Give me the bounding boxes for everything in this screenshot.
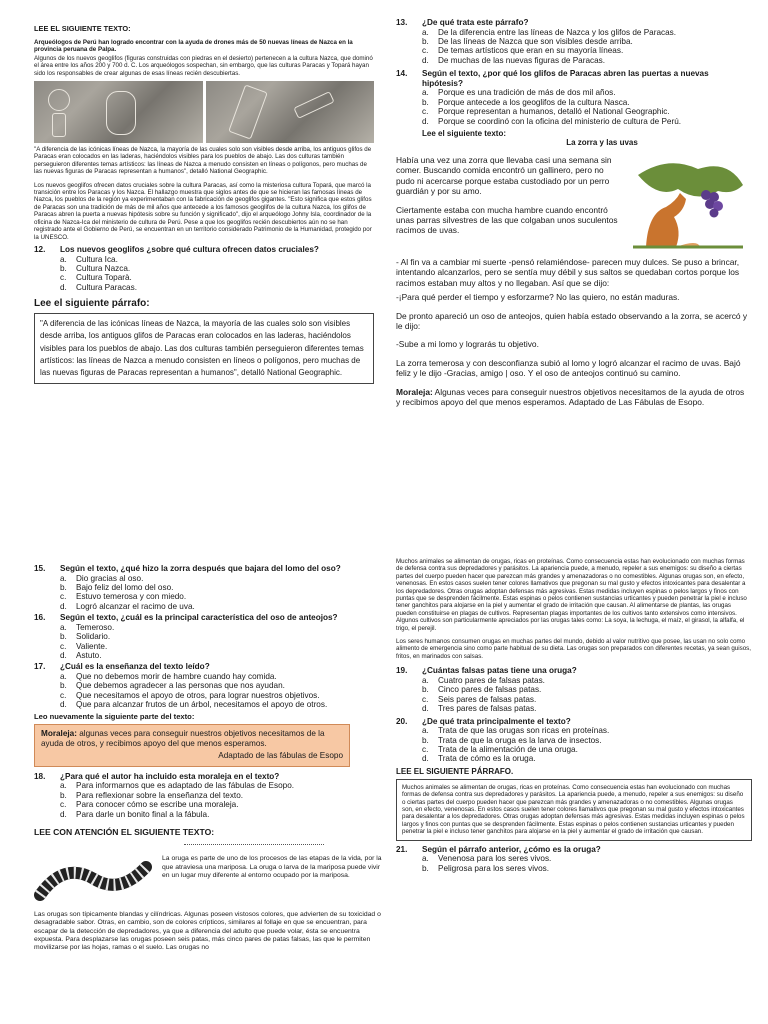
question-number: 12. — [34, 244, 46, 254]
answer-option[interactable]: a. Que no debemos morir de hambre cuando hay comida. — [60, 672, 277, 682]
nazca-photo-left — [34, 81, 203, 143]
question-text: ¿Cuál es la enseñanza del texto leído? — [60, 662, 210, 672]
question-16 — [34, 613, 386, 660]
answer-option[interactable]: d. Trata de cómo es la oruga. — [422, 754, 536, 764]
quoted-paragraph: "A diferencia de las icónicas líneas de Nazca, la mayoría de las cuales solo son visibles desde arriba, los antiguos glifos de Paracas eran colocados en las laderas, haciéndolos visibles para los pueblos de abajo. Las dos culturas también perseguieron diferentes temas artísticos: las líneas de Nazca a menudo consisten en líneos o polígonos, pero muchas de las nuevas figuras de Paracas representan a humanos", detalló National Geographic. — [40, 319, 364, 377]
question-21 — [396, 845, 752, 873]
moral-source: Adaptado de las fábulas de Esopo — [218, 751, 343, 761]
section-heading: LEE CON ATENCIÓN EL SIGUIENTE TEXTO: — [34, 827, 215, 838]
section-heading: LEE EL SIGUIENTE PÁRRAFO. — [396, 766, 514, 776]
fox-and-grapes-illustration — [628, 155, 748, 251]
question-text: ¿Para qué el autor ha incluido esta moraleja en el texto? — [60, 771, 280, 781]
story-paragraph: Había una vez una zorra que llevaba casi una semana sin comer. Buscando comida encontró un gallinero, pero no pudo ni acercarse porque estaba custodiado por un perro guardián y por su amo. — [396, 155, 612, 197]
page1-left-column — [34, 0, 374, 512]
article-lead: Arqueólogos de Perú han logrado encontrar con la ayuda de drones más de 50 nuevas líneas de Nazca en la provincia peruana de Palpa. — [34, 39, 353, 54]
story-paragraph: De pronto apareció un oso de anteojos, quien había estado observando a la zorra, se acercó y le dijo: — [396, 310, 748, 332]
caterpillar-consumption-text: Los seres humanos consumen orugas en muchas partes del mundo, debido al valor nutritivo que posee, las usan no solo como alimento de emergencia sino como parte habitual de su dieta. Las orugas son preparados con diferentes recetas, ya sean guisos, fritos, en marinados con salsas. — [396, 638, 751, 660]
page1-right-column — [396, 0, 748, 512]
question-text: Según el párrafo anterior, ¿cómo es la oruga? — [422, 844, 601, 854]
moral-highlight-box — [34, 724, 350, 767]
answer-option[interactable]: b. Trata de que la oruga es la larva de insectos. — [422, 735, 602, 745]
answer-option[interactable]: c. Cultura Toparà. — [60, 273, 132, 283]
question-20 — [396, 717, 752, 764]
answer-option[interactable]: b. Bajo feliz del lomo del oso. — [60, 583, 174, 592]
answer-option[interactable]: d. Que para alcanzar frutos de un árbol, necesitamos el apoyo de otros. — [60, 700, 328, 710]
answer-option[interactable]: b. Para reflexionar sobre la enseñanza del texto. — [60, 790, 244, 800]
question-number: 19. — [396, 666, 408, 676]
answer-option[interactable]: b. Peligrosa para los seres vivos. — [422, 863, 550, 873]
answer-option[interactable]: c. Que necesitamos el apoyo de otros, para lograr nuestros objetivos. — [60, 690, 320, 700]
answer-option[interactable]: b. Cultura Nazca. — [60, 263, 131, 273]
page2-right-column — [396, 556, 752, 1024]
answer-option[interactable]: d. De muchas de las nuevas figuras de Paracas. — [422, 55, 606, 65]
question-text: Según el texto, ¿cuál es la principal característica del oso de anteojos? — [60, 613, 338, 623]
article-quote: "A diferencia de las icónicas líneas de Nazca, la mayoría de las cuales solo son visibles desde arriba, los antiguos glifos de Paracas eran colocados en las laderas, haciéndolos visibles para los pueblos de abajo. Las dos culturas también perseguieron diferentes temas artísticos: las líneas de Nazca a menudo consisten en líneas o polígonos, pero muchas de las nuevas figuras de Paracas representan a humanos", detalló National Geographic. — [34, 146, 372, 176]
question-text: ¿De qué trata principalmente el texto? — [422, 716, 571, 726]
reread-instruction: Leo nuevamente la siguiente parte del texto: — [34, 711, 195, 721]
story-moral: Moraleja: Algunas veces para conseguir nuestros objetivos necesitamos de la ayuda de otros y recibimos apoyo del que menos esperamos. Adaptado de Las Fábulas de Esopo. — [396, 386, 745, 408]
answer-option[interactable]: a. Para informarnos que es adaptado de las fábulas de Esopo. — [60, 781, 295, 791]
caterpillar-icon — [34, 855, 154, 907]
dotted-divider — [184, 839, 324, 845]
worksheet-page-2 — [0, 556, 768, 1024]
question-13 — [396, 18, 748, 65]
story-paragraph: -Sube a mi lomo y lograrás tu objetivo. — [396, 339, 539, 350]
question-text: ¿De qué trata este párrafo? — [422, 18, 529, 27]
story-paragraph: Ciertamente estaba con mucha hambre cuando encontró unas parras silvestres de las que colgaban unos suculentos racimos de uvas. — [396, 204, 618, 236]
answer-option[interactable]: c. Porque representan a humanos, detalló el National Geographic. — [422, 107, 670, 117]
question-15 — [34, 564, 386, 611]
caterpillar-defense-text: Muchos animales se alimentan de orugas, ricas en proteínas. Como consecuencia estas han evolucionado con muchas formas de defensa contra sus depredadores y parásitos. La apariencia puede, a menudo, repeler a sus enemigos: su diseño a ciertas partes del cuerpo pueden hacer que parezcan más grandes y amenazadoras o no comestibles. Algunas orugas son, en efecto, venenosas. En estos casos suelen tener colores llamativos que pregonan su mal gusto y efectos intoxicantes para desalentar a los depredadores. Otras orugas adoptan defensas más agresivas. Estas medidas incluyen espinas o pelos largos y finos con puntas que se desprenden fácilmente. Estas espinas o pelos contienen sustancias urticantes y pueden penetrar la piel e incluso tener ganchitos para alojarse en la piel y aumentar el grado de irritación que causan. Al alimentarse de plantas, las orugas pueden constituirse en plagas de cultivos. Representan plagas importantes de los cultivos tanto extensivos como intensivos. Algunos cultivos son particularmente apreciados por las orugas tales como: La soya, la lechuga, el maíz, el girasol, la alfalfa, el trigo, el perejil. — [396, 558, 747, 632]
story-title: La zorra y las uvas — [566, 138, 638, 148]
answer-option[interactable]: a. Temeroso. — [60, 622, 115, 632]
quoted-paragraph-box — [34, 313, 374, 384]
answer-option[interactable]: c. Trata de la alimentación de una oruga. — [422, 744, 578, 754]
question-17 — [34, 662, 386, 709]
answer-option[interactable]: a. De la diferencia entre las líneas de Nazca y los glifos de Paracas. — [422, 27, 677, 37]
answer-option[interactable]: d. Tres pares de falsas patas. — [422, 704, 537, 714]
question-12 — [34, 245, 374, 292]
answer-option[interactable]: c. Seis pares de falsas patas. — [422, 694, 537, 704]
answer-option[interactable]: c. Para conocer cómo se escribe una moraleja. — [60, 800, 239, 810]
question-number: 16. — [34, 613, 46, 623]
answer-option[interactable]: d. Cultura Paracas. — [60, 282, 137, 292]
answer-option[interactable]: b. Que debemos agradecer a las personas que nos ayudan. — [60, 681, 285, 691]
question-19 — [396, 666, 752, 713]
question-text: Los nuevos geoglifos ¿sobre qué cultura ofrecen datos cruciales? — [60, 244, 319, 254]
answer-option[interactable]: a. Cultura Ica. — [60, 254, 118, 264]
question-number: 14. — [396, 69, 408, 79]
article-paragraph: Algunos de los nuevos geoglifos (figuras construidas con piedras en el desierto) pertenecen a la cultura Nazca, que dominó el área entre los años 200 y 700 d. C. Los arqueólogos sospechan, sin embargo, que las culturas Paracas y Topará hayan sido los responsables de crear algunas de esas líneas recién descubiertas. — [34, 54, 373, 77]
story-paragraph: -¡Para qué perder el tiempo y esforzarme? No las quiero, no están maduras. — [396, 292, 680, 303]
nazca-photos — [34, 81, 374, 143]
caterpillar-illustration — [34, 855, 154, 907]
page2-left-column — [34, 556, 386, 1024]
answer-option[interactable]: a. Porque es una tradición de más de dos mil años. — [422, 88, 616, 98]
question-text: Según el texto, ¿por qué los glifos de Paracas abren las puertas a nuevas hipótesis? — [422, 69, 709, 88]
caterpillar-paragraph: Las orugas son típicamente blandas y cilíndricas. Algunas poseen vistosos colores, que advierten de su toxicidad o desagradable sabor. Otras, en cambio, son de colores crípticos, similares al follaje en que se encuentran, para escapar de la detección de depredadores, ya que a diferencia del adulto que puede volar, ésta se encuentra expuesta. Para desplazarse las orugas poseen seis patas, más cinco pares de patas falsas, las que le permiten movilizarse por las hojas, ramas o el suelo. Las orugas no — [34, 911, 381, 951]
answer-option[interactable]: c. Estuvo temerosa y con miedo. — [60, 592, 187, 602]
quoted-paragraph: Muchos animales se alimentan de orugas, ricas en proteínas. Como consecuencia estas han evolucionado con muchas formas de defensa contra sus depredadores y parásitos. La apariencia puede, a menudo, repeler a sus enemigos: su diseño o ciertas partes del cuerpo pueden hacer que parezcan más grandes y amenazadoras o no comestibles. Algunas orugas son, en efecto, venenosas. En estos casos suelen tener colores llamativos que pregonan su mal gusto y efectos intoxicantes para desalentar a los depredadores. Otras orugas adoptan defensas más agresivas. Estas medidas incluyen espinas o pelos largos y finos con puntas que se desprenden fácilmente. Estas espinas o pelos contienen sustancias urticantes y pueden penetrar la piel e incluso tener ganchitos para alojarse en la piel y aumentar el grado de irritación que causan. — [402, 783, 745, 836]
answer-option[interactable]: c. Valiente. — [60, 641, 108, 651]
caterpillar-intro: La oruga es parte de uno de los procesos de las etapas de la vida, por la que atraviesa una mariposa. La oruga o larva de la mariposa puede vivir en un lugar muy diferente al entorno ocupado por la mariposa. — [162, 855, 382, 879]
question-number: 13. — [396, 18, 408, 27]
question-number: 18. — [34, 771, 46, 781]
question-number: 20. — [396, 716, 408, 726]
answer-option[interactable]: a. Trata de que las orugas son ricas en proteínas. — [422, 726, 610, 736]
answer-option[interactable]: d. Astuto. — [60, 651, 102, 661]
nazca-photo-right — [206, 81, 375, 143]
answer-option[interactable]: d. Logró alcanzar el racimo de uva. — [60, 601, 195, 611]
answer-option[interactable]: d. Para darle un bonito final a la fábula. — [60, 809, 210, 819]
page-separator — [0, 512, 768, 556]
answer-option[interactable]: b. Solidario. — [60, 632, 111, 642]
answer-option[interactable]: c. De temas artísticos que eran en su mayoría líneas. — [422, 46, 624, 56]
answer-option[interactable]: d. Porque se coordinó con la oficina del ministerio de cultura de Perú. — [422, 116, 682, 126]
article-paragraph-2: Los nuevos geoglifos ofrecen datos cruciales sobre la cultura Paracas, así como la misteriosa cultura Topará, que marcó la transición entre los Paracas y los Nazca. El hallazgo muestra que siglos antes de que se hicieran las famosas líneas de Nazca, los pueblos de la región ya experimentaban con la fabricación de geoglifos gigantes. "Esto significa que estos glifos de Paracas son una tradición de más de mil años que antecede a los famosos geoglifos de la cultura Nazca, los glifos de Paracas abren la puerta a nuevas hipótesis sobre su función y significado", dijo el arqueólogo Johny Isla, coordinador de la oficina de Nazca-Ica del ministerio de cultura de Perú. Pese a que los geoglifos recién descubiertos aún no se han registrado ante el Gobierno de Perú, se encuentran en un territorio considerado Patrimonio de la Humanidad, protegido por la UNESCO. — [34, 181, 372, 241]
quoted-paragraph-box — [396, 779, 752, 841]
fox-illustration-icon — [628, 155, 748, 251]
question-14 — [396, 69, 748, 126]
answer-option[interactable]: b. Porque antecede a los geoglifos de la cultura Nasca. — [422, 97, 630, 107]
question-text: Según el texto, ¿qué hizo la zorra después que bajara del lomo del oso? — [60, 564, 341, 573]
section-heading-2: Lee el siguiente párrafo: — [34, 298, 150, 310]
question-number: 15. — [34, 564, 46, 573]
section-heading: Lee el siguiente texto: — [422, 129, 507, 139]
answer-option[interactable]: a. Cuatro pares de falsas patas. — [422, 675, 545, 685]
story-paragraph: La zorra temerosa y con desconfianza subió al lomo y logró alcanzar el racimo de uvas. Bajó feliz y le dijo -Gracias, amigo | oso. Y el oso de anteojos continuó su camino. — [396, 357, 741, 379]
answer-option[interactable]: a. Dio gracias al oso. — [60, 573, 144, 583]
moral-text: Moraleja: algunas veces para conseguir nuestros objetivos necesitamos de la ayuda de otros, y recibimos apoyo del que menos esperamos. — [41, 728, 325, 749]
answer-option[interactable]: b. De las líneas de Nazca que son visibles desde arriba. — [422, 37, 633, 46]
answer-option[interactable]: a. Venenosa para los seres vivos. — [422, 854, 552, 864]
question-number: 17. — [34, 662, 46, 672]
question-text: ¿Cuántas falsas patas tiene una oruga? — [422, 666, 577, 676]
question-18 — [34, 772, 386, 819]
story-paragraph: - Al fin va a cambiar mi suerte -pensó relamiéndose- parecen muy dulces. Se puso a brincar, intentando alcanzarlos, pero se sentía muy débil y sus saltos se quedaban cortos porque los racimos estaban muy altos y no llegaban. Así que se dijo: — [396, 257, 740, 288]
answer-option[interactable]: b. Cinco pares de falsas patas. — [422, 685, 542, 695]
question-number: 21. — [396, 844, 408, 854]
section-heading: LEE EL SIGUIENTE TEXTO: — [34, 24, 131, 33]
